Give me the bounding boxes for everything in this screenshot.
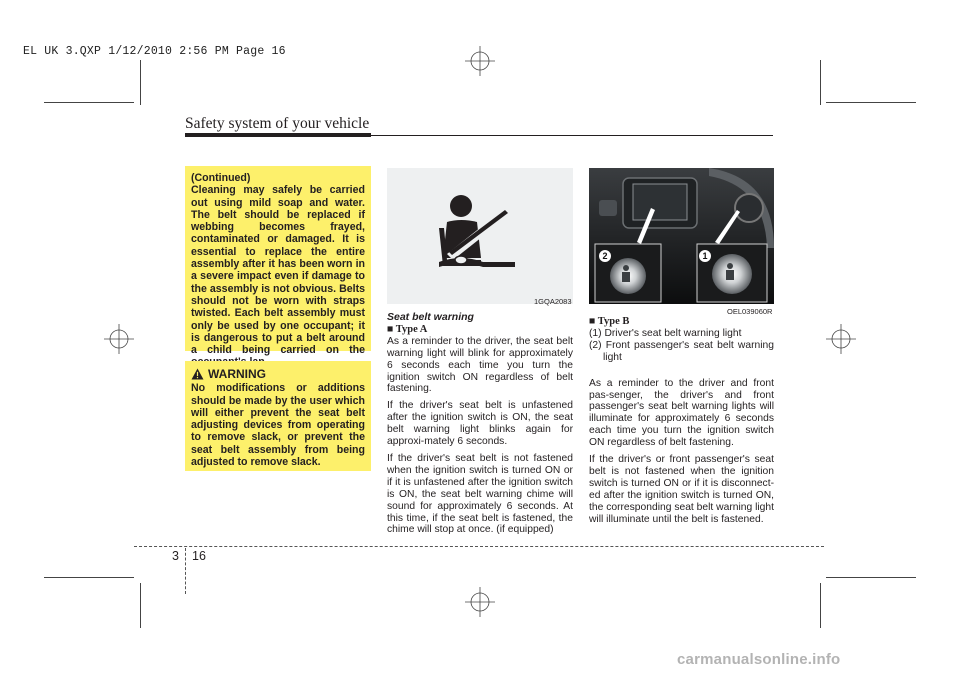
type-a-label: ■ Type A xyxy=(387,323,428,335)
warning-header xyxy=(191,368,365,380)
type-b-paragraph-1: As a reminder to the driver and front pas-senger, the driver's and front passenger's seat belt warning lights will illuminate for approximately 6 seconds each time you turn the ignition switch ON regardless of belt fastening. xyxy=(589,377,774,449)
registration-mark-top xyxy=(465,46,495,76)
type-a-paragraph-3: If the driver's seat belt is not fastened when the ignition switch is turned ON or if it is unfastened after the ignition switch is ON, the seat belt warning chime will sound for approximately 6 seconds. At this time, if the seat belt is fastened, the chime will stop at once. (if equipped) xyxy=(387,452,573,536)
warning-label: WARNING xyxy=(208,367,266,381)
warning-triangle-icon xyxy=(191,368,204,380)
dashboard-photo-figure xyxy=(589,168,774,304)
callout-2: 2 xyxy=(599,250,611,262)
registration-mark-right xyxy=(826,324,856,354)
continued-caution-box xyxy=(185,166,371,357)
callout-1: 1 xyxy=(699,250,711,262)
type-a-paragraph-1: As a reminder to the driver, the seat belt warning light will blink for approximately 6 seconds each time you turn the ignition switch ON regardless of belt fastening. xyxy=(387,335,573,395)
type-b-section xyxy=(589,316,774,531)
footer-divider xyxy=(185,548,186,594)
type-a-paragraph-2: If the driver's seat belt is unfastened after the ignition switch is ON, the seat belt warning light blinks again for approxi-mately 6 seconds. xyxy=(387,400,573,448)
warning-text: No modifications or additions should be made by the user which will either prevent the seat belt adjusting devices from operating to remove slack, or prevent the seat belt assembly from being adjusted to remove slack. xyxy=(191,382,365,469)
print-slug: EL UK 3.QXP 1/12/2010 2:56 PM Page 16 xyxy=(23,45,286,58)
continued-text: Cleaning may safely be carried out using mild soap and water. The belt should be replaced if webbing becomes frayed, contaminated or damaged. It is essential to replace the entire assembly after it has been worn in a severe impact even if damage to the assembly is not obvious. Belts should not be worn with straps twisted. Each belt assembly must only be used by one occupant; it is dangerous to put a belt around a child being carried on the xyxy=(191,184,365,357)
figure1-code: 1GQA2083 xyxy=(534,297,572,306)
section-title: Safety system of your vehicle xyxy=(185,115,370,132)
seat-belt-symbol-figure xyxy=(387,168,573,304)
watermark: carmanualsonline.info xyxy=(677,651,841,668)
footer-rule xyxy=(134,546,824,547)
figure2-code: OEL039060R xyxy=(727,307,773,316)
registration-mark-bottom xyxy=(465,587,495,617)
subsection-title: Seat belt warning xyxy=(387,311,474,323)
page-number: 16 xyxy=(192,549,206,563)
type-b-paragraph-2: If the driver's or front passenger's seat belt is not fastened when the ignition switch is turned ON or if it is disconnect-ed after the ignition switch is turned ON, the corresponding seat belt warning light will illuminate until the belt is fastened. xyxy=(589,454,774,525)
warning-box xyxy=(185,361,371,471)
continued-heading: (Continued) xyxy=(191,172,251,184)
dashboard-photo xyxy=(589,168,774,304)
type-b-item-1: (1) Driver's seat belt warning light xyxy=(589,327,742,339)
type-b-item-2: (2) Front passenger's seat belt warning light xyxy=(589,339,774,363)
header-bar xyxy=(185,133,371,137)
type-b-label: ■ Type B xyxy=(589,316,630,327)
registration-mark-left xyxy=(104,324,134,354)
seat-belt-warning-section xyxy=(387,312,573,541)
seat-belt-warning-icon xyxy=(387,168,573,304)
page-section-number: 3 xyxy=(172,549,179,563)
